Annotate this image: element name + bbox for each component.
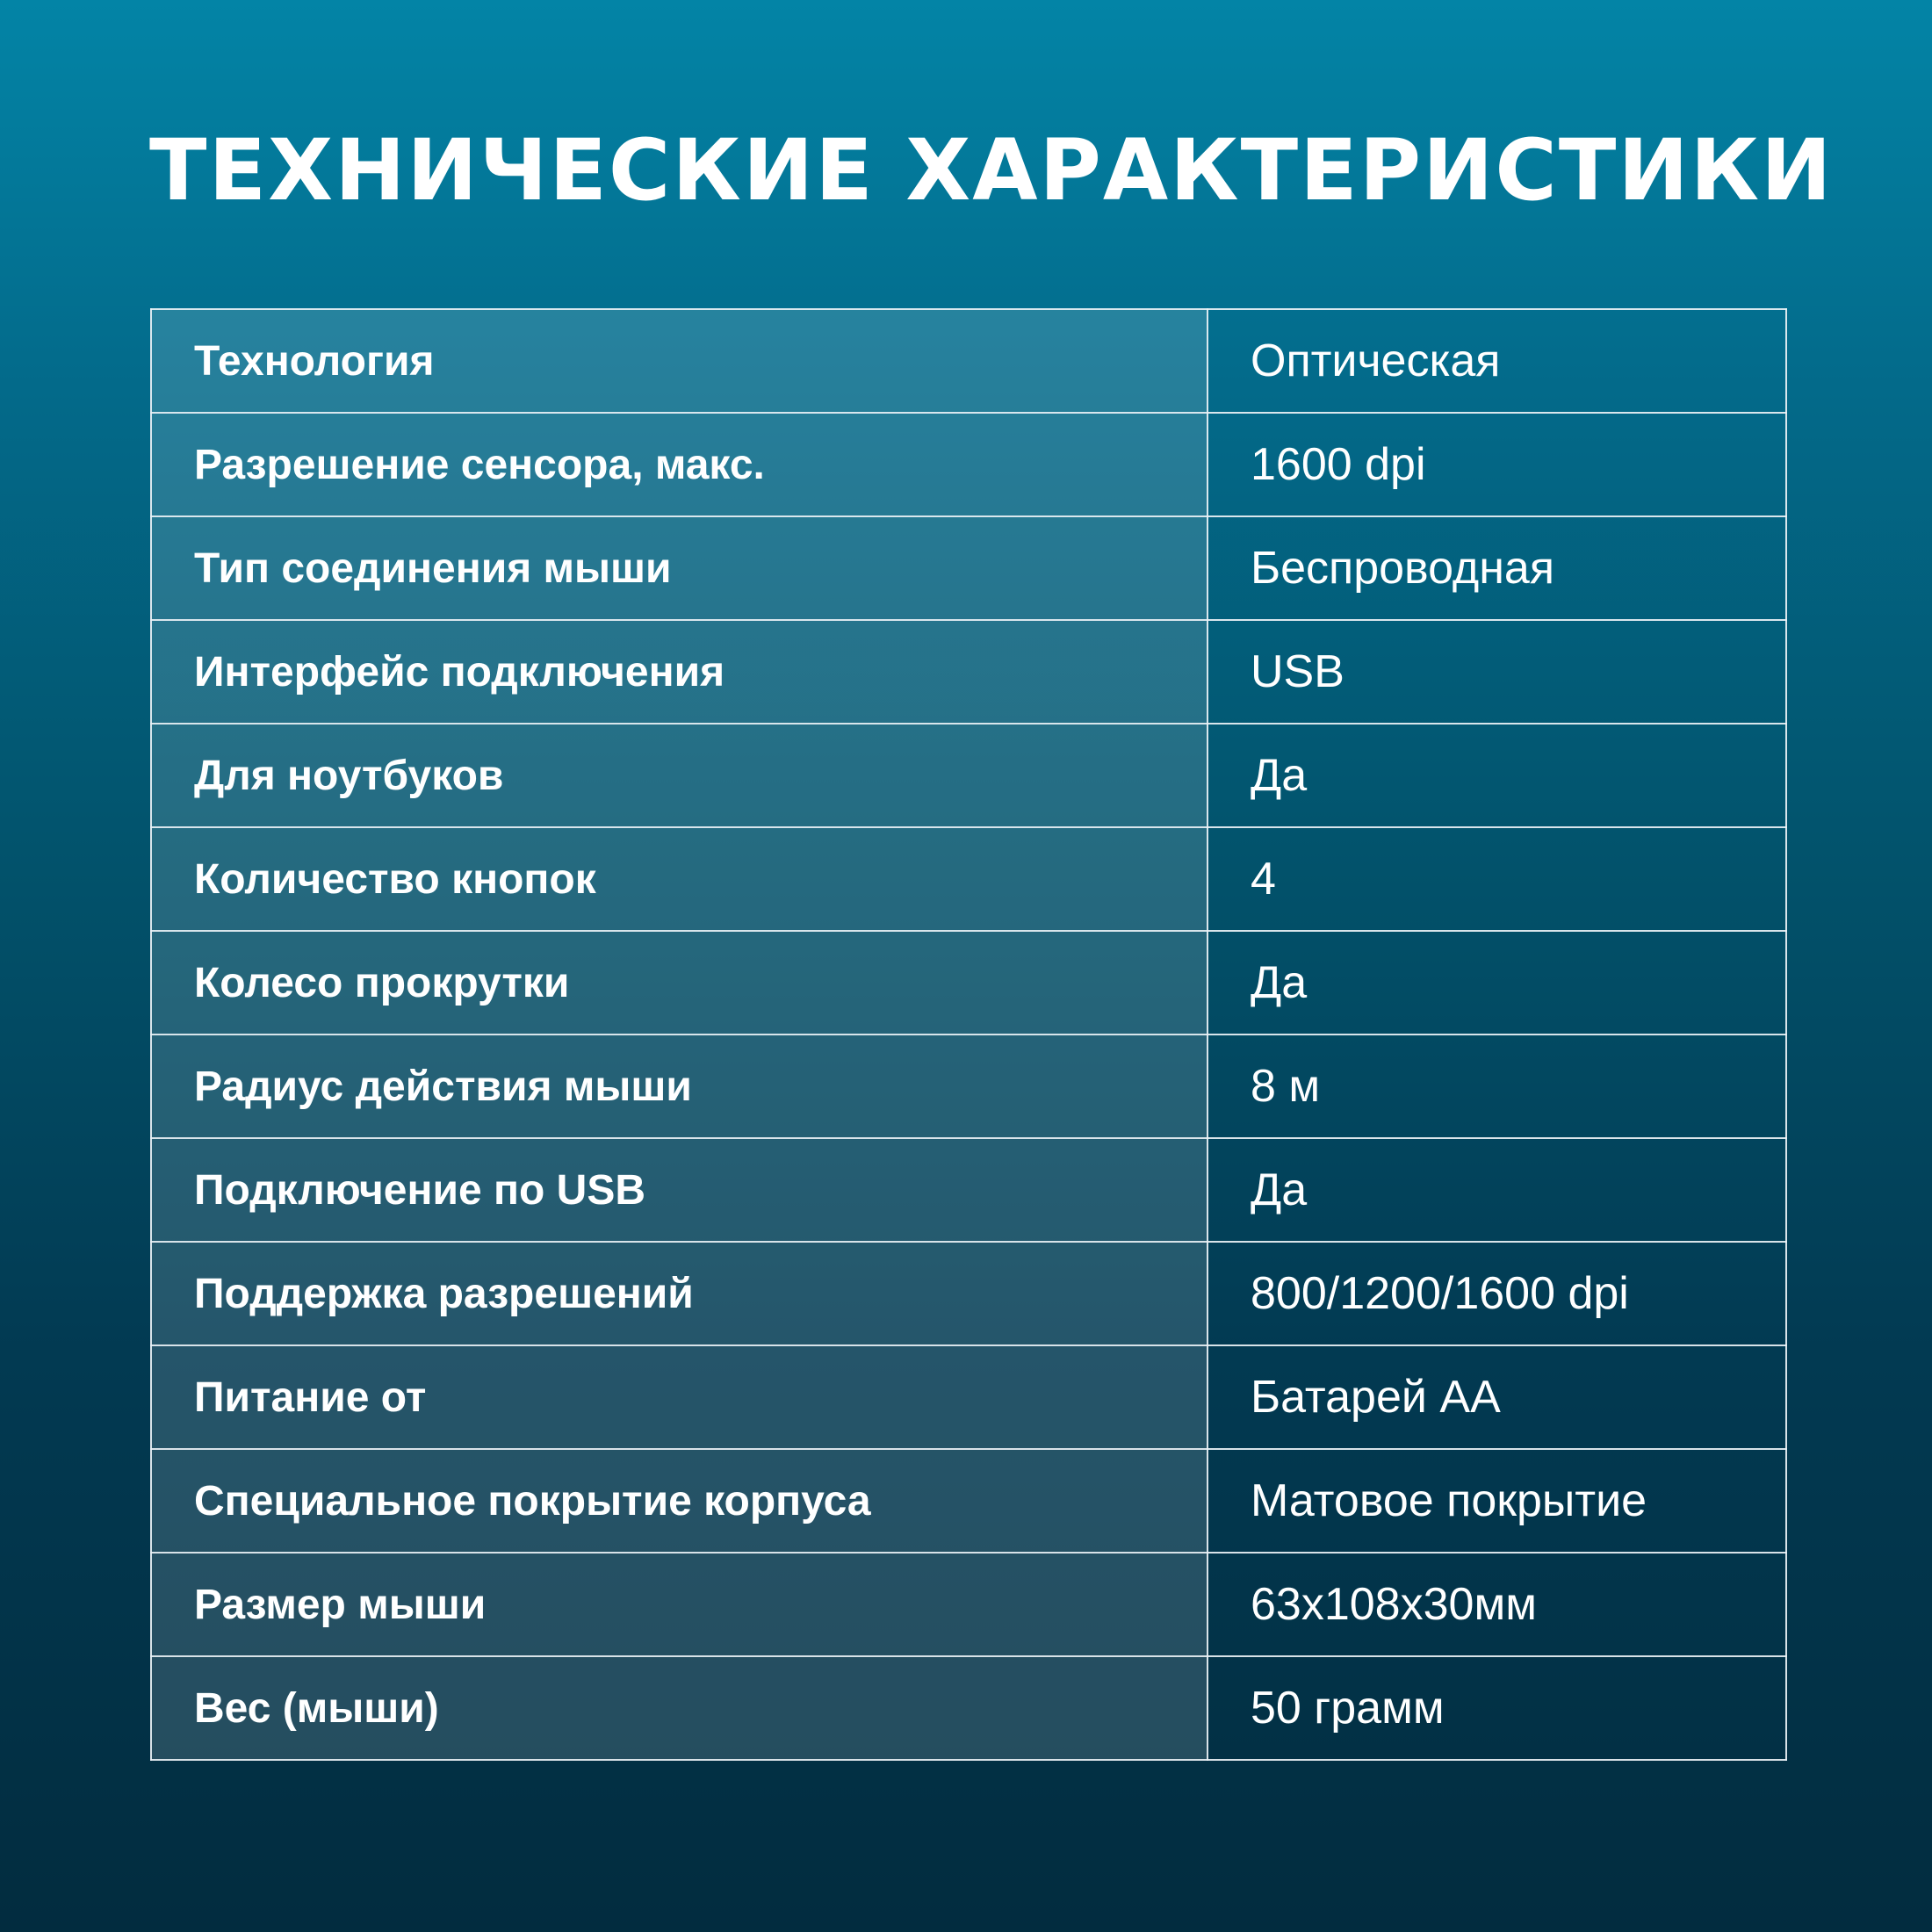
spec-row-sensor-resolution xyxy=(151,413,1786,516)
spec-row-resolution-support xyxy=(151,1242,1786,1345)
spec-value: Беспроводная xyxy=(1208,516,1786,620)
spec-row-technology xyxy=(151,309,1786,413)
spec-value: 800/1200/1600 dpi xyxy=(1208,1242,1786,1345)
spec-value: 1600 dpi xyxy=(1208,413,1786,516)
spec-row-usb-connection xyxy=(151,1138,1786,1242)
spec-row-button-count xyxy=(151,827,1786,931)
spec-label: Специальное покрытие корпуса xyxy=(151,1449,1208,1553)
spec-value: Да xyxy=(1208,931,1786,1034)
spec-label: Размер мыши xyxy=(151,1553,1208,1656)
spec-value: 63x108x30мм xyxy=(1208,1553,1786,1656)
spec-label: Подключение по USB xyxy=(151,1138,1208,1242)
spec-row-connection-type xyxy=(151,516,1786,620)
spec-value: 8 м xyxy=(1208,1034,1786,1138)
spec-value: 50 грамм xyxy=(1208,1656,1786,1760)
spec-row-power xyxy=(151,1345,1786,1449)
spec-label: Интерфейс подключения xyxy=(151,620,1208,724)
spec-label: Разрешение сенсора, макс. xyxy=(151,413,1208,516)
spec-label: Для ноутбуков xyxy=(151,724,1208,827)
spec-value: Да xyxy=(1208,724,1786,827)
spec-value: Матовое покрытие xyxy=(1208,1449,1786,1553)
spec-table xyxy=(150,308,1787,1761)
spec-row-coating xyxy=(151,1449,1786,1553)
spec-label: Поддержка разрешений xyxy=(151,1242,1208,1345)
spec-row-range xyxy=(151,1034,1786,1138)
spec-label: Питание от xyxy=(151,1345,1208,1449)
spec-value: 4 xyxy=(1208,827,1786,931)
spec-label: Радиус действия мыши xyxy=(151,1034,1208,1138)
spec-value: Батарей АА xyxy=(1208,1345,1786,1449)
spec-label: Технология xyxy=(151,309,1208,413)
spec-value: USB xyxy=(1208,620,1786,724)
spec-row-scroll-wheel xyxy=(151,931,1786,1034)
spec-row-for-laptops xyxy=(151,724,1786,827)
spec-label: Количество кнопок xyxy=(151,827,1208,931)
spec-label: Тип соединения мыши xyxy=(151,516,1208,620)
spec-label: Колесо прокрутки xyxy=(151,931,1208,1034)
spec-row-interface xyxy=(151,620,1786,724)
spec-value: Да xyxy=(1208,1138,1786,1242)
spec-row-size xyxy=(151,1553,1786,1656)
spec-value: Оптическая xyxy=(1208,309,1786,413)
page-title: ТЕХНИЧЕСКИЕ ХАРАКТЕРИСТИКИ xyxy=(149,121,1834,220)
spec-label: Вес (мыши) xyxy=(151,1656,1208,1760)
spec-row-weight xyxy=(151,1656,1786,1760)
